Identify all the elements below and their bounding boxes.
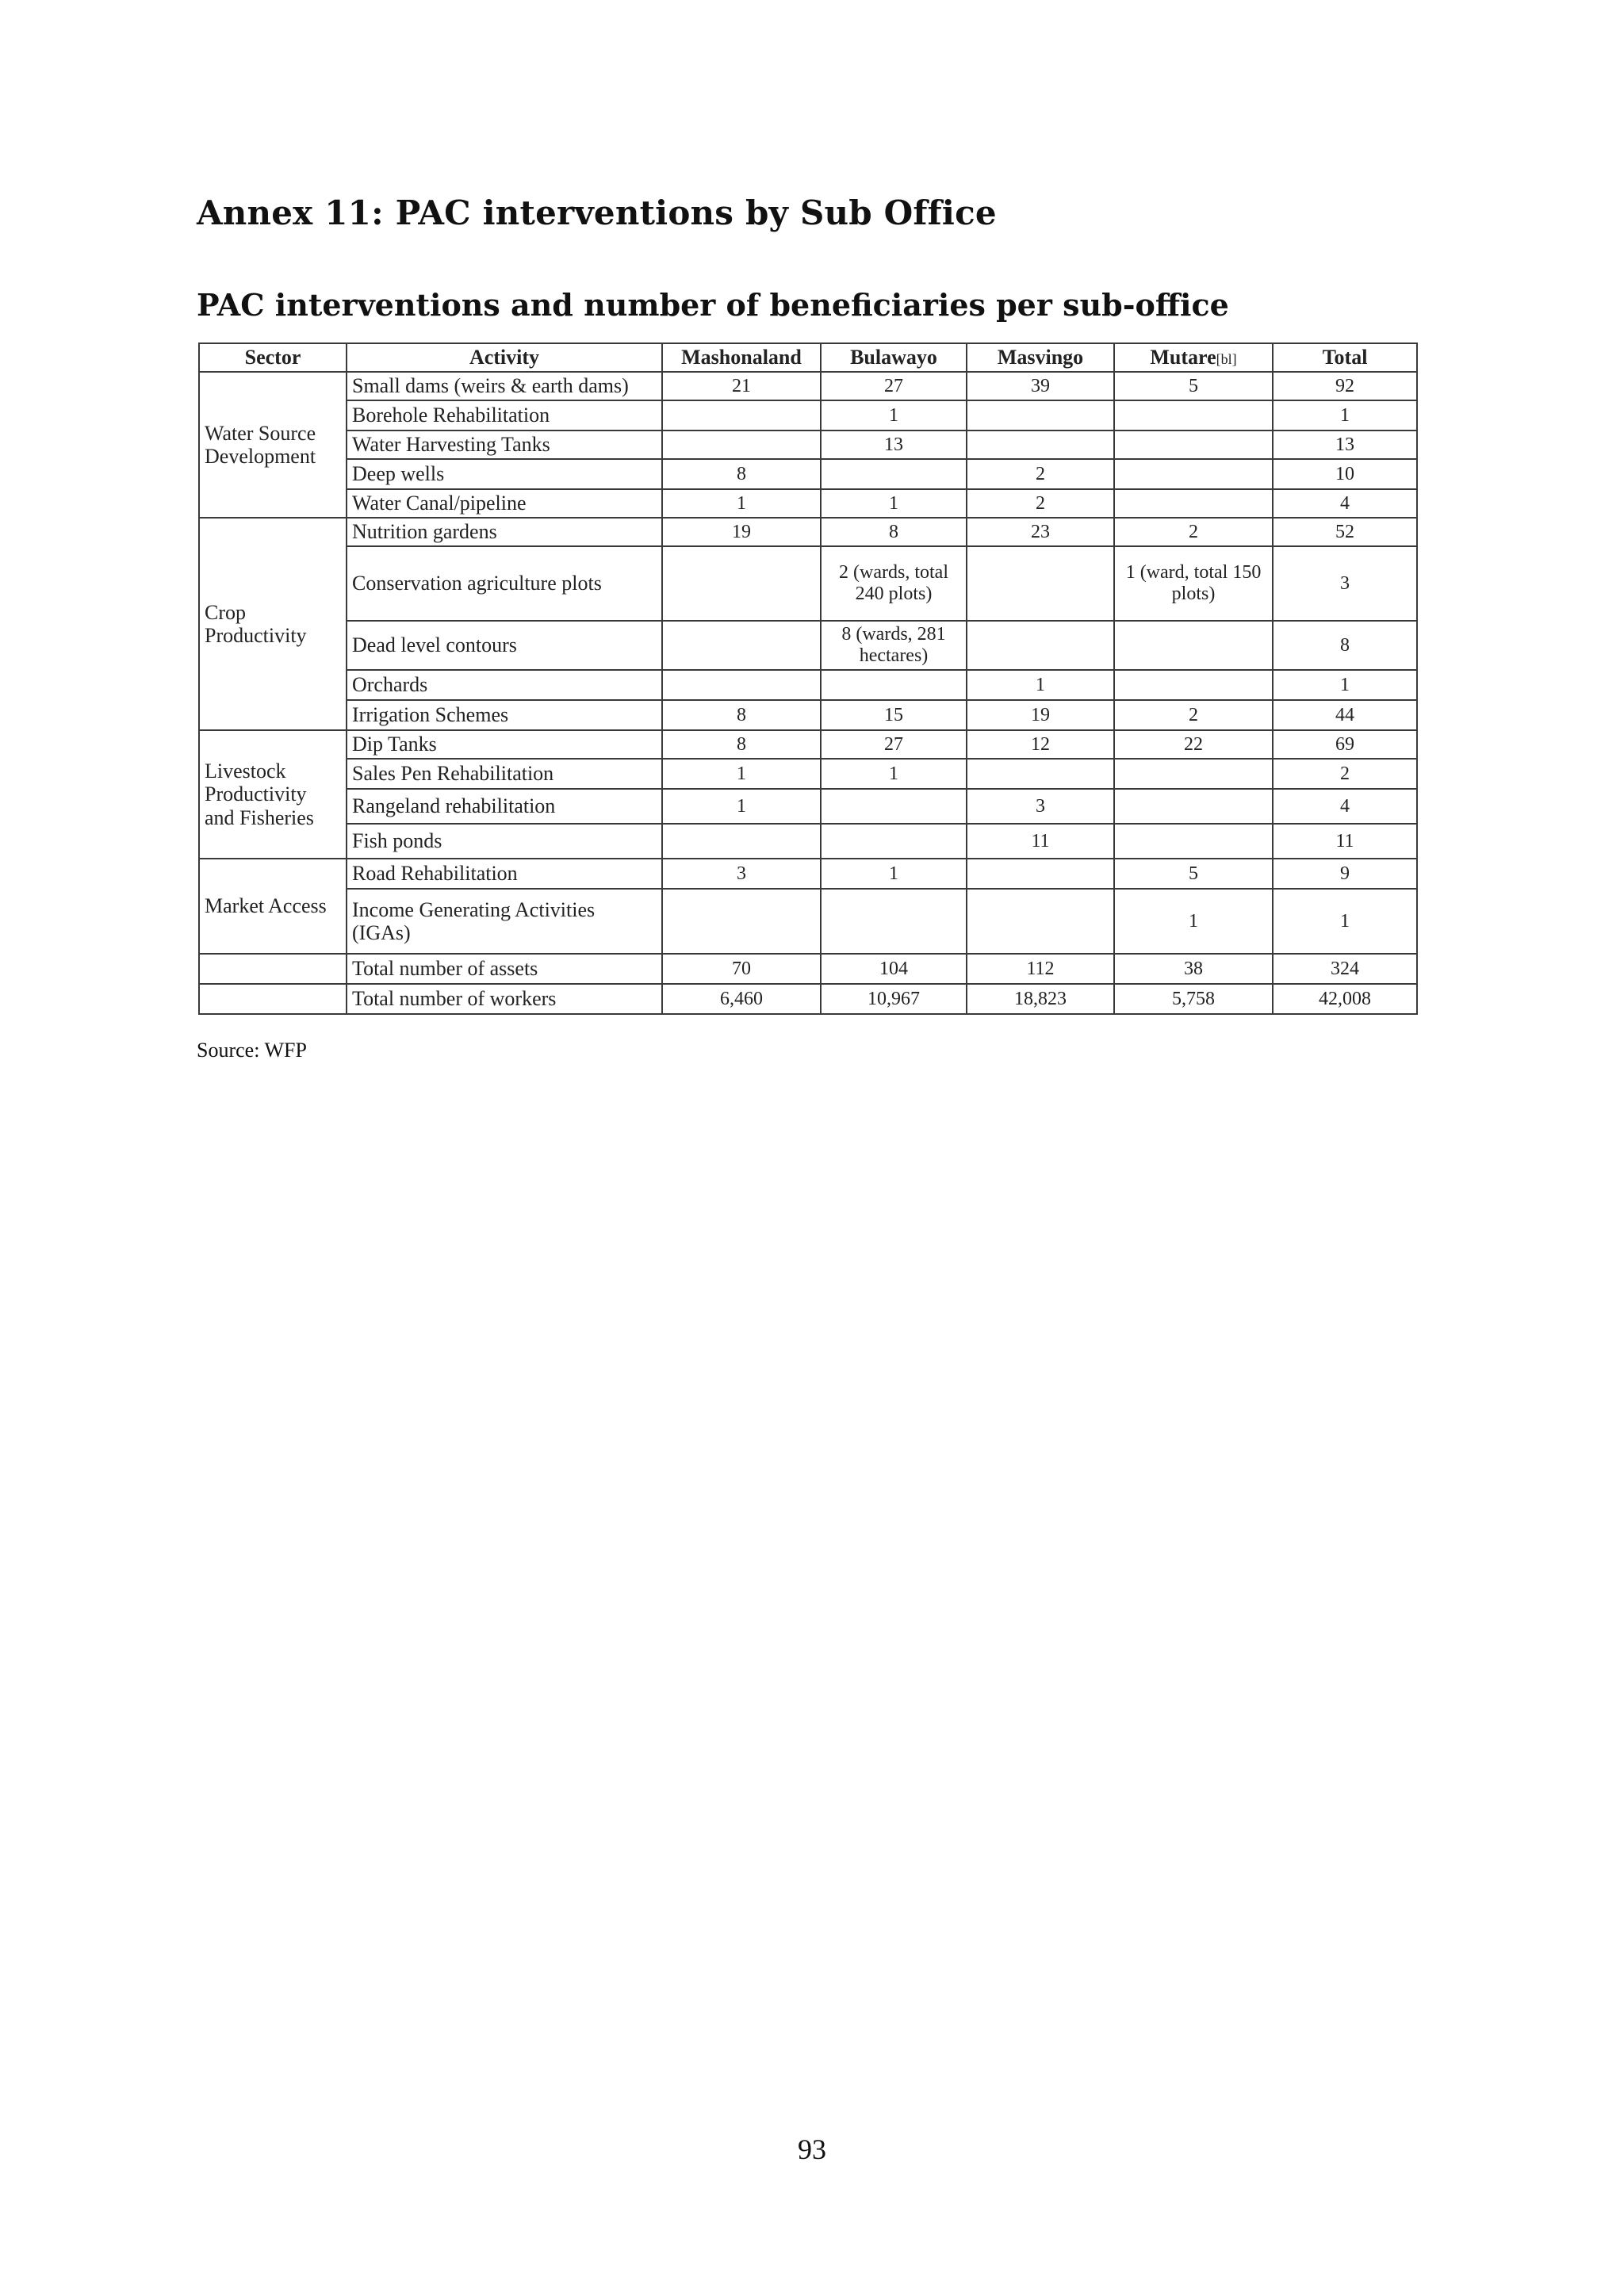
header-bulawayo: Bulawayo	[821, 343, 967, 372]
masvingo-cell: 112	[967, 954, 1114, 984]
total-cell: 4	[1273, 489, 1417, 518]
mutare-cell: 5	[1114, 859, 1273, 889]
table-row	[199, 430, 1417, 459]
table-row	[199, 730, 1417, 759]
table-row	[199, 789, 1417, 824]
table-row	[199, 700, 1417, 730]
table-row	[199, 489, 1417, 518]
mashonaland-cell	[662, 546, 821, 621]
mashonaland-cell: 21	[662, 372, 821, 400]
masvingo-cell: 3	[967, 789, 1114, 824]
bulawayo-cell: 2 (wards, total 240 plots)	[821, 546, 967, 621]
activity-cell: Income Generating Activities (IGAs)	[347, 889, 662, 954]
mashonaland-cell	[662, 670, 821, 700]
bulawayo-cell	[821, 789, 967, 824]
mashonaland-cell: 6,460	[662, 984, 821, 1014]
activity-cell: Water Harvesting Tanks	[347, 430, 662, 459]
bulawayo-cell: 1	[821, 759, 967, 789]
table-row	[199, 824, 1417, 859]
mutare-cell	[1114, 670, 1273, 700]
mutare-cell	[1114, 400, 1273, 430]
masvingo-cell: 2	[967, 489, 1114, 518]
activity-cell: Borehole Rehabilitation	[347, 400, 662, 430]
bulawayo-cell: 1	[821, 489, 967, 518]
activity-cell: Conservation agriculture plots	[347, 546, 662, 621]
total-cell: 4	[1273, 789, 1417, 824]
bulawayo-cell	[821, 459, 967, 489]
total-cell: 11	[1273, 824, 1417, 859]
masvingo-cell	[967, 400, 1114, 430]
mashonaland-cell	[662, 400, 821, 430]
masvingo-cell: 11	[967, 824, 1114, 859]
page-number: 93	[798, 2133, 826, 2165]
bulawayo-cell: 1	[821, 859, 967, 889]
mashonaland-cell	[662, 889, 821, 954]
bulawayo-cell: 27	[821, 372, 967, 400]
mashonaland-cell: 8	[662, 730, 821, 759]
mashonaland-cell: 1	[662, 789, 821, 824]
table-row	[199, 954, 1417, 984]
activity-cell: Sales Pen Rehabilitation	[347, 759, 662, 789]
bulawayo-cell: 104	[821, 954, 967, 984]
header-activity: Activity	[347, 343, 662, 372]
table-row	[199, 400, 1417, 430]
sector-cell: Market Access	[199, 859, 347, 954]
mashonaland-cell: 8	[662, 700, 821, 730]
mashonaland-cell: 3	[662, 859, 821, 889]
activity-cell: Dip Tanks	[347, 730, 662, 759]
masvingo-cell	[967, 621, 1114, 670]
masvingo-cell: 18,823	[967, 984, 1114, 1014]
mutare-cell	[1114, 621, 1273, 670]
masvingo-cell: 39	[967, 372, 1114, 400]
mashonaland-cell	[662, 824, 821, 859]
total-cell: 1	[1273, 400, 1417, 430]
mashonaland-cell: 1	[662, 489, 821, 518]
masvingo-cell	[967, 430, 1114, 459]
mashonaland-cell: 8	[662, 459, 821, 489]
masvingo-cell	[967, 859, 1114, 889]
mutare-cell: 22	[1114, 730, 1273, 759]
mashonaland-cell: 70	[662, 954, 821, 984]
bulawayo-cell: 1	[821, 400, 967, 430]
table-row	[199, 621, 1417, 670]
mutare-cell: 2	[1114, 518, 1273, 546]
masvingo-cell: 19	[967, 700, 1114, 730]
total-cell: 42,008	[1273, 984, 1417, 1014]
activity-cell: Water Canal/pipeline	[347, 489, 662, 518]
mashonaland-cell: 1	[662, 759, 821, 789]
mutare-cell	[1114, 459, 1273, 489]
bulawayo-cell	[821, 824, 967, 859]
bulawayo-cell: 8	[821, 518, 967, 546]
total-cell: 92	[1273, 372, 1417, 400]
mutare-cell: 1	[1114, 889, 1273, 954]
empty-sector-cell	[199, 954, 347, 984]
masvingo-cell	[967, 889, 1114, 954]
table-row	[199, 889, 1417, 954]
activity-cell: Orchards	[347, 670, 662, 700]
activity-cell: Road Rehabilitation	[347, 859, 662, 889]
header-mutare-note: [bl]	[1216, 351, 1237, 368]
sector-cell: Water Source Development	[199, 372, 347, 518]
mutare-cell	[1114, 824, 1273, 859]
header-mashonaland: Mashonaland	[662, 343, 821, 372]
total-cell: 2	[1273, 759, 1417, 789]
table-row	[199, 984, 1417, 1014]
sector-cell: Livestock Productivity and Fisheries	[199, 730, 347, 859]
masvingo-cell	[967, 759, 1114, 789]
table-title: PAC interventions and number of beneficiaries per sub-office	[197, 287, 1229, 323]
bulawayo-cell: 27	[821, 730, 967, 759]
activity-cell: Total number of workers	[347, 984, 662, 1014]
annex-title: Annex 11: PAC interventions by Sub Office	[197, 193, 997, 232]
mashonaland-cell: 19	[662, 518, 821, 546]
bulawayo-cell	[821, 889, 967, 954]
activity-cell: Total number of assets	[347, 954, 662, 984]
activity-cell: Irrigation Schemes	[347, 700, 662, 730]
activity-cell: Deep wells	[347, 459, 662, 489]
mutare-cell	[1114, 489, 1273, 518]
total-cell: 44	[1273, 700, 1417, 730]
table-row	[199, 546, 1417, 621]
total-cell: 324	[1273, 954, 1417, 984]
sector-cell: Crop Productivity	[199, 518, 347, 730]
total-cell: 69	[1273, 730, 1417, 759]
bulawayo-cell: 15	[821, 700, 967, 730]
activity-cell: Dead level contours	[347, 621, 662, 670]
mutare-cell: 38	[1114, 954, 1273, 984]
activity-cell: Fish ponds	[347, 824, 662, 859]
header-total: Total	[1273, 343, 1417, 372]
total-cell: 1	[1273, 889, 1417, 954]
total-cell: 10	[1273, 459, 1417, 489]
masvingo-cell	[967, 546, 1114, 621]
masvingo-cell: 1	[967, 670, 1114, 700]
mutare-cell: 1 (ward, total 150 plots)	[1114, 546, 1273, 621]
total-cell: 13	[1273, 430, 1417, 459]
table-row	[199, 372, 1417, 400]
bulawayo-cell	[821, 670, 967, 700]
table-row	[199, 459, 1417, 489]
activity-cell: Small dams (weirs & earth dams)	[347, 372, 662, 400]
activity-cell: Rangeland rehabilitation	[347, 789, 662, 824]
header-row	[199, 343, 1417, 372]
table-row	[199, 518, 1417, 546]
mutare-cell: 2	[1114, 700, 1273, 730]
mashonaland-cell	[662, 430, 821, 459]
header-sector: Sector	[199, 343, 347, 372]
empty-sector-cell	[199, 984, 347, 1014]
total-cell: 3	[1273, 546, 1417, 621]
source-note: Source: WFP	[197, 1039, 307, 1062]
masvingo-cell: 2	[967, 459, 1114, 489]
bulawayo-cell: 10,967	[821, 984, 967, 1014]
masvingo-cell: 12	[967, 730, 1114, 759]
total-cell: 1	[1273, 670, 1417, 700]
table-row	[199, 859, 1417, 889]
mutare-cell	[1114, 789, 1273, 824]
total-cell: 52	[1273, 518, 1417, 546]
total-cell: 9	[1273, 859, 1417, 889]
mashonaland-cell	[662, 621, 821, 670]
header-masvingo: Masvingo	[967, 343, 1114, 372]
total-cell: 8	[1273, 621, 1417, 670]
bulawayo-cell: 8 (wards, 281 hectares)	[821, 621, 967, 670]
table-row	[199, 670, 1417, 700]
mutare-cell	[1114, 430, 1273, 459]
table-row	[199, 759, 1417, 789]
mutare-cell: 5	[1114, 372, 1273, 400]
masvingo-cell: 23	[967, 518, 1114, 546]
mutare-cell	[1114, 759, 1273, 789]
mutare-cell: 5,758	[1114, 984, 1273, 1014]
bulawayo-cell: 13	[821, 430, 967, 459]
header-mutare-label: Mutare	[1150, 346, 1216, 369]
header-mutare	[1114, 343, 1273, 372]
activity-cell: Nutrition gardens	[347, 518, 662, 546]
pac-interventions-table	[198, 342, 1418, 1015]
